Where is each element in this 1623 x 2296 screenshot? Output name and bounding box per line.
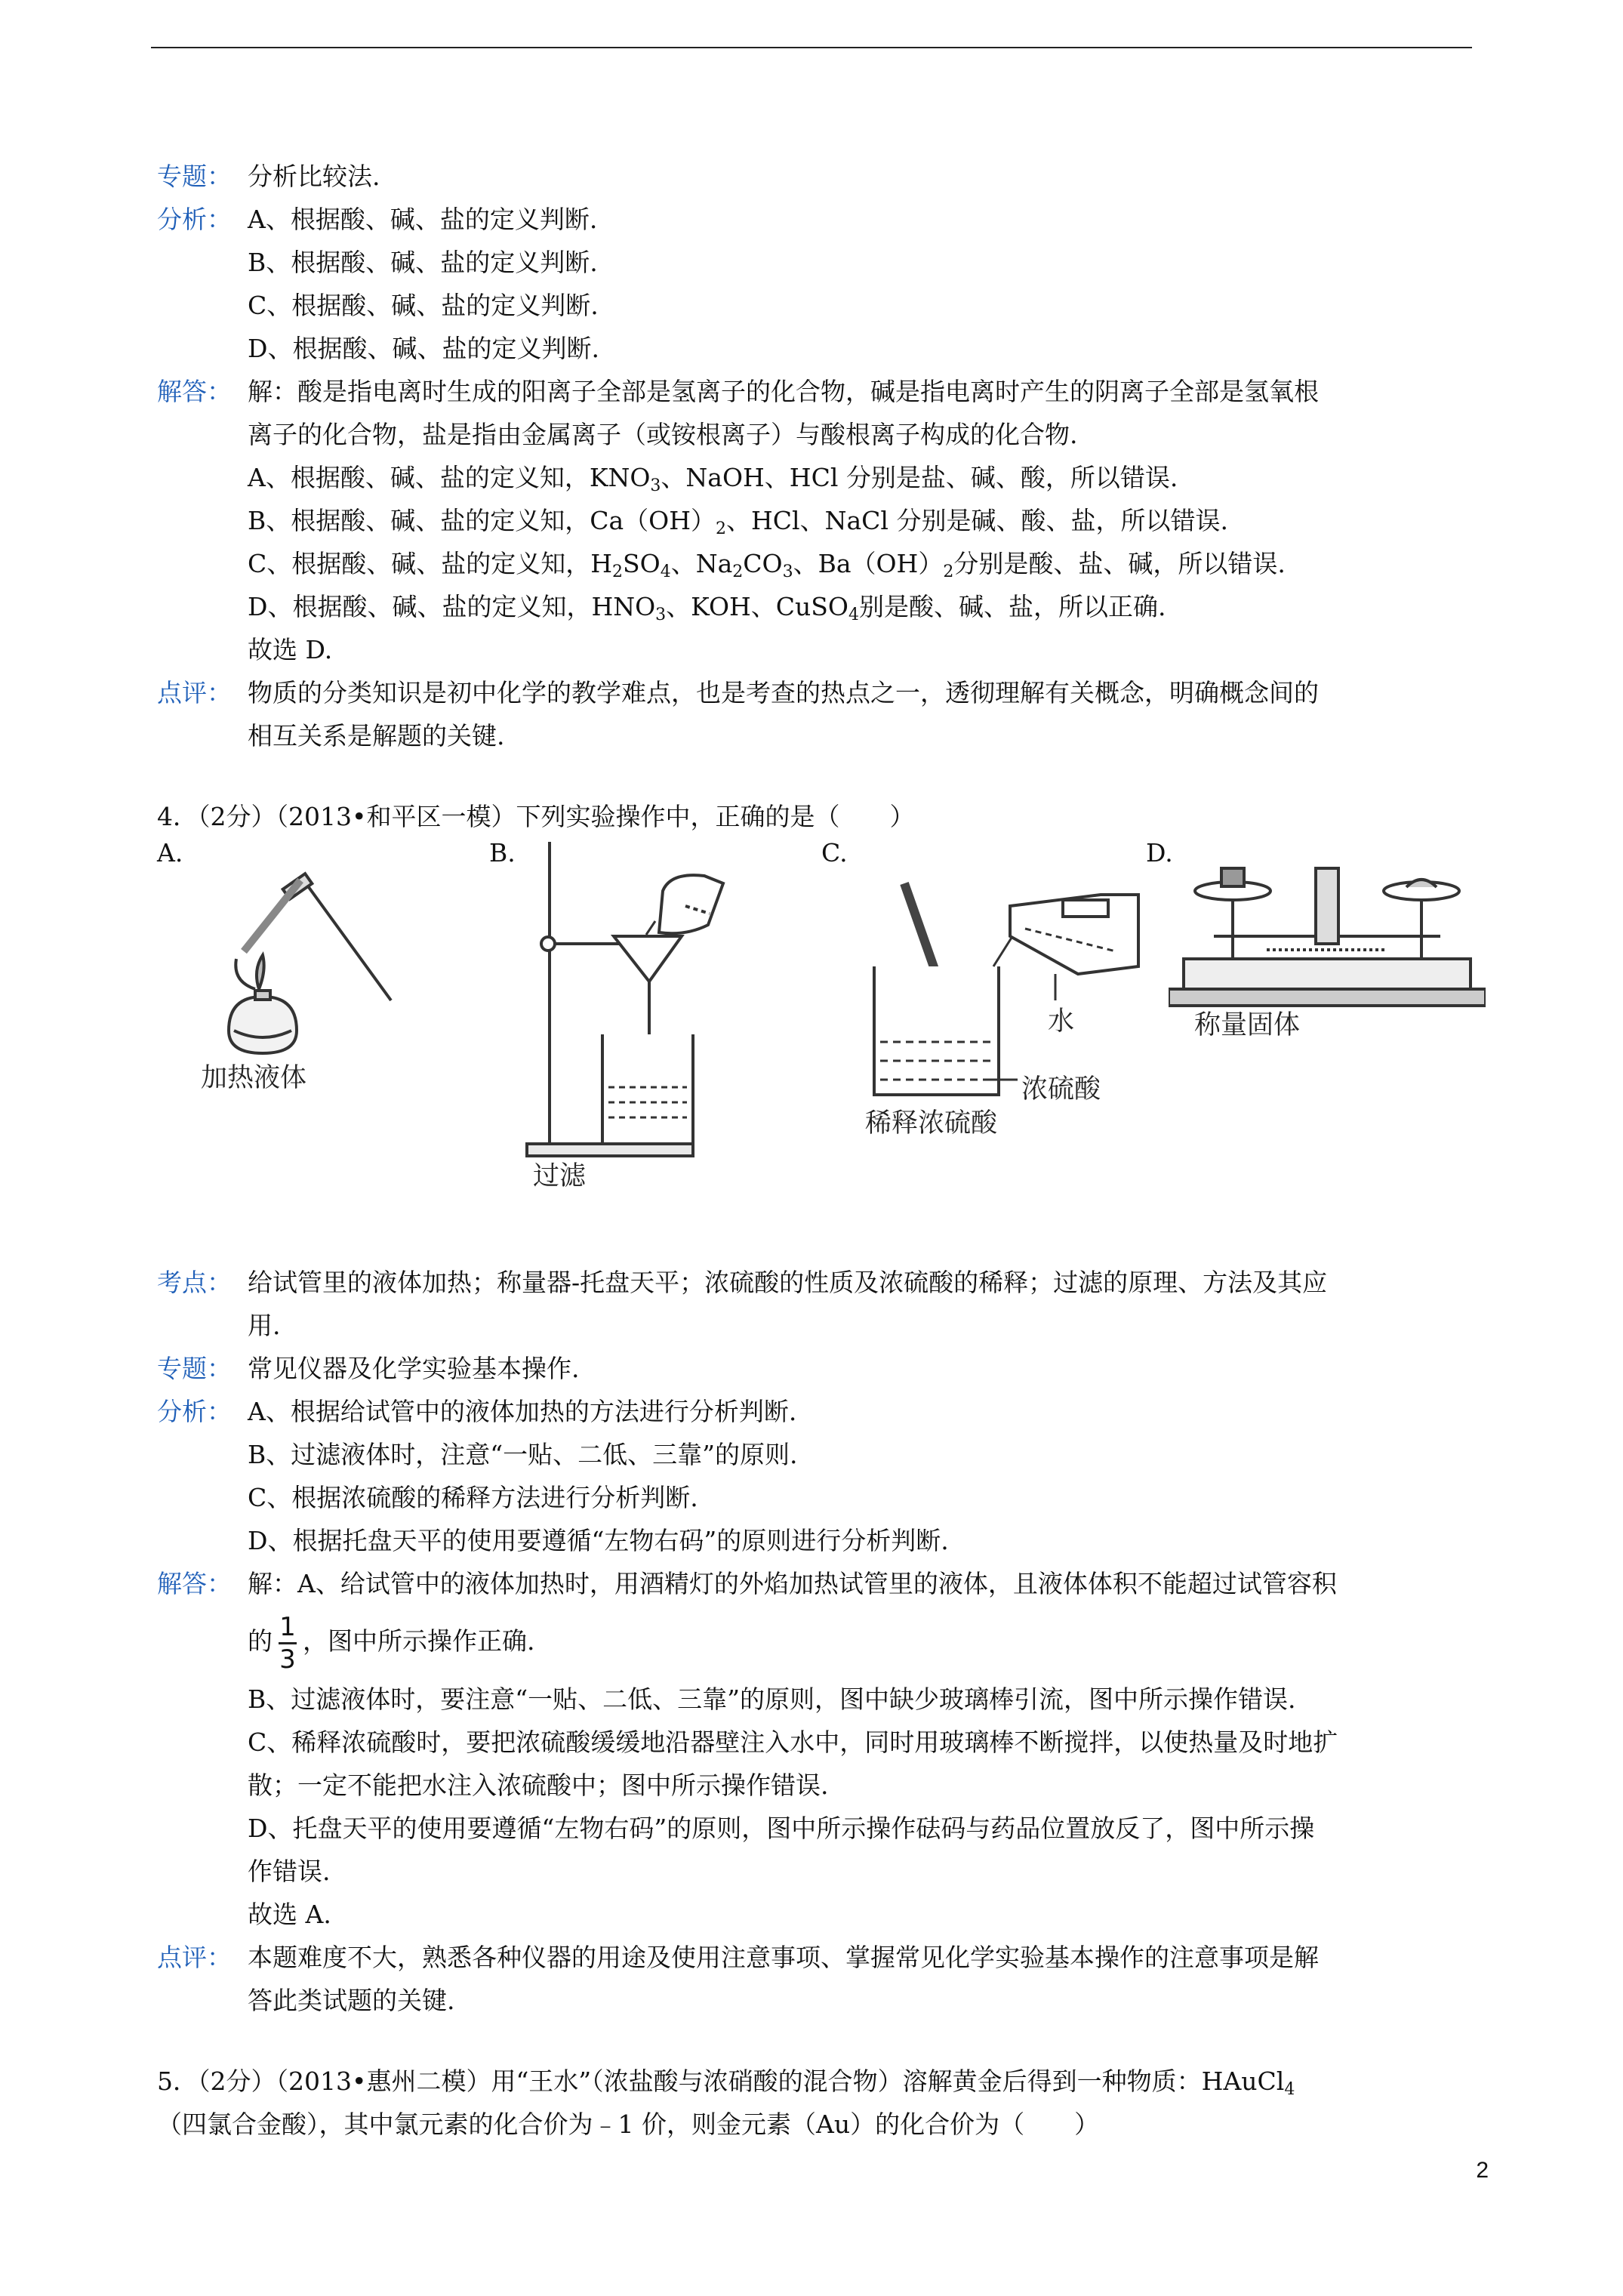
q4-jieda-row (157, 1721, 1486, 1764)
section-text: 相互关系是解题的关键. (248, 721, 505, 750)
section-label: 解答： (157, 377, 232, 406)
pouring-beaker (659, 875, 723, 933)
pour-stream (646, 921, 655, 935)
section-text: C、根据浓硫酸的稀释方法进行分析判断. (248, 1483, 698, 1512)
figure-caption: 称量固体 (1194, 1010, 1301, 1040)
q4-fenxi-row (157, 1519, 1486, 1562)
pointer-post (1316, 868, 1338, 944)
balance-base (1184, 959, 1471, 989)
section-label: 专题： (157, 162, 232, 191)
subscript: 4 (660, 562, 671, 581)
figure-caption: 稀释浓硫酸 (865, 1108, 998, 1139)
text-run: 、HCl、NaCl 分别是碱、酸、盐，所以错误. (726, 506, 1228, 535)
q4-jieda-row (157, 1807, 1486, 1850)
section-text: 常见仪器及化学实验基本操作. (248, 1354, 580, 1383)
section-label: 分析： (157, 205, 232, 234)
q4-jieda-row (157, 1893, 1486, 1936)
text-run: B、根据酸、碱、盐的定义知，Ca（OH） (248, 506, 716, 535)
text-run: D、根据酸、碱、盐的定义知，HNO (248, 592, 656, 621)
text-run: 的 (248, 1626, 273, 1656)
page-body (157, 155, 1486, 2146)
balance-plinth (1169, 989, 1486, 1006)
acid-label: 浓硫酸 (1021, 1074, 1101, 1105)
balance-diagram (1169, 846, 1486, 1027)
text-run: 、Na (670, 549, 733, 578)
q4-fenxi-row (157, 1433, 1486, 1476)
q4-dianping-row (157, 1979, 1486, 2022)
receiving-beaker (602, 1034, 693, 1144)
section-text: 解：酸是指电离时生成的阳离子全部是氢离子的化合物，碱是指电离时产生的阴离子全部是氢氧根 (248, 377, 1319, 406)
q3-zhuanti-row (157, 155, 1486, 198)
section-text: 物质的分类知识是初中化学的教学难点，也是考查的热点之一，透彻理解有关概念，明确概念间的 (248, 678, 1319, 707)
figure-caption: 过滤 (533, 1161, 587, 1191)
section-text: 分析比较法. (248, 162, 380, 191)
section-text: C、稀释浓硫酸时，要把浓硫酸缓缓地沿器壁注入水中，同时用玻璃棒不断搅拌，以使热量及时地扩 (248, 1727, 1338, 1757)
text-run: SO (623, 549, 661, 578)
section-text: 答此类试题的关键. (248, 1986, 455, 2015)
subscript: 3 (782, 562, 793, 581)
q3-fenxi-row (157, 198, 1486, 241)
section-text: 故选 A. (248, 1900, 331, 1929)
fraction-denominator: 3 (279, 1644, 296, 1675)
figure-d (1146, 838, 1478, 1246)
subscript: 2 (732, 562, 744, 581)
subscript: 3 (655, 606, 667, 624)
flame (257, 955, 264, 989)
option-letter: D. (1146, 838, 1173, 868)
text-run: 、NaOH、HCl 分别是盐、碱、酸，所以错误. (661, 463, 1178, 492)
figure-caption: 加热液体 (201, 1063, 307, 1093)
q4-fenxi-row (157, 1390, 1486, 1433)
q4-jieda-row (157, 1605, 1486, 1678)
q4-jieda-row (157, 1678, 1486, 1721)
tube-holder (300, 876, 391, 1000)
stand-base (527, 1144, 693, 1156)
weight-on-left (1221, 868, 1244, 886)
bottle-label (1063, 900, 1108, 917)
q3-jieda-row (157, 585, 1486, 628)
q4-kaodian-row (157, 1261, 1486, 1304)
subscript: 2 (612, 562, 624, 581)
option-letter: B. (489, 838, 516, 868)
spacer (157, 757, 1486, 795)
q4-fenxi-row (157, 1476, 1486, 1519)
text-run: C、根据酸、碱、盐的定义知，H (248, 549, 613, 578)
alcohol-lamp (229, 997, 297, 1053)
text-run: 5．（2分）（2013•惠州二模）用“王水”（浓盐酸与浓硝酸的混合物）溶解黄金后得到一种物质：HAuCl (157, 2066, 1285, 2096)
funnel-cone (614, 936, 682, 982)
dilution-diagram (852, 853, 1184, 1110)
q3-jieda-row (157, 542, 1486, 585)
subscript: 4 (848, 606, 859, 624)
section-text: D、根据酸、碱、盐的定义判断. (248, 334, 599, 363)
filtration-diagram (519, 838, 791, 1185)
test-tube (244, 880, 300, 951)
section-text: 作错误. (248, 1857, 331, 1886)
q4-figures (157, 838, 1486, 1261)
section-text: B、根据酸、碱、盐的定义判断. (248, 248, 598, 277)
q3-fenxi-row (157, 241, 1486, 284)
option-letter: C. (821, 838, 848, 868)
q3-jieda-row (157, 456, 1486, 499)
lamp-neck (255, 991, 270, 1000)
section-text: 解：A、给试管中的液体加热时，用酒精灯的外焰加热试管里的液体，且液体体积不能超过试管容积 (248, 1569, 1337, 1598)
q3-jieda-row (157, 413, 1486, 456)
section-text: 故选 D. (248, 635, 333, 664)
text-run: 别是酸、碱、盐，所以正确. (858, 592, 1166, 621)
fraction-one-third (279, 1613, 297, 1673)
section-label: 解答： (157, 1569, 232, 1598)
section-text: 散；一定不能把水注入浓硫酸中；图中所示操作错误. (248, 1771, 829, 1800)
section-text (248, 1605, 535, 1678)
q4-jieda-row (157, 1850, 1486, 1893)
q3-dianping-row (157, 714, 1486, 757)
beaker (874, 966, 999, 1095)
text-run: 、Ba（OH） (793, 549, 944, 578)
section-text: A、根据给试管中的液体加热的方法进行分析判断. (248, 1397, 797, 1426)
section-text: B、过滤液体时，注意“一贴、二低、三靠”的原则. (248, 1440, 798, 1469)
fraction-numerator: 1 (279, 1611, 296, 1642)
spacer (157, 2022, 1486, 2060)
q3-jieda-row (157, 499, 1486, 542)
page-number: 2 (1476, 2158, 1489, 2183)
q3-dianping-row (157, 671, 1486, 714)
question-stem: （四氯合金酸），其中氯元素的化合价为﹣1 价，则金元素（Au）的化合价为（ ） (157, 2110, 1100, 2139)
figure-a (157, 838, 459, 1246)
section-text: C、根据酸、碱、盐的定义判断. (248, 291, 599, 320)
section-text: 用. (248, 1311, 281, 1340)
option-letter: A. (157, 838, 183, 868)
q4-stem (157, 795, 1486, 838)
section-label: 分析： (157, 1397, 232, 1426)
q4-kaodian-row (157, 1304, 1486, 1347)
section-text: D、根据托盘天平的使用要遵循“左物右码”的原则进行分析判断. (248, 1526, 949, 1555)
section-text: 本题难度不大，熟悉各种仪器的用途及使用注意事项、掌握常见化学实验基本操作的注意事项是解 (248, 1943, 1319, 1972)
q4-jieda-row (157, 1764, 1486, 1807)
clamp-knob (541, 937, 555, 951)
subscript: 2 (716, 519, 727, 538)
subscript: 3 (650, 476, 661, 495)
text-run: 、KOH、CuSO (666, 592, 848, 621)
q4-zhuanti-row (157, 1347, 1486, 1390)
water-label: 水 (1048, 1006, 1075, 1037)
section-text: D、托盘天平的使用要遵循“左物右码”的原则，图中所示操作砝码与药品位置放反了，图中所示操 (248, 1814, 1315, 1843)
pour-stream (993, 938, 1012, 966)
q3-jieda-row (157, 370, 1486, 413)
q4-jieda-row (157, 1562, 1486, 1605)
text-run: A、根据酸、碱、盐的定义知，KNO (248, 463, 651, 492)
q4-dianping-row (157, 1936, 1486, 1979)
subscript: 2 (943, 562, 954, 581)
header-rule (151, 47, 1472, 48)
section-text: 给试管里的液体加热；称量器-托盘天平；浓硫酸的性质及浓硫酸的稀释；过滤的原理、方法及其应 (248, 1268, 1328, 1297)
subscript: 4 (1284, 2080, 1295, 2099)
section-text: A、根据酸、碱、盐的定义判断. (248, 205, 598, 234)
section-label: 点评： (157, 1943, 232, 1972)
section-text: 离子的化合物，盐是指由金属离子（或铵根离子）与酸根离子构成的化合物. (248, 420, 1078, 449)
text-run: CO (743, 549, 783, 578)
q3-fenxi-row (157, 327, 1486, 370)
q5-stem-line2 (157, 2103, 1486, 2146)
section-label: 点评： (157, 678, 232, 707)
figure-c (821, 838, 1153, 1246)
text-run: 分别是酸、盐、碱，所以错误. (953, 549, 1286, 578)
section-label: 专题： (157, 1354, 232, 1383)
text-run: ，图中所示操作正确. (303, 1626, 535, 1656)
section-label: 考点： (157, 1268, 232, 1297)
q5-stem-line1 (157, 2060, 1486, 2103)
q3-fenxi-row (157, 284, 1486, 327)
section-text: B、过滤液体时，要注意“一贴、二低、三靠”的原则，图中缺少玻璃棒引流，图中所示操作错误. (248, 1684, 1296, 1714)
question-stem: 4．（2分）（2013•和平区一模）下列实验操作中，正确的是（ ） (157, 802, 915, 831)
tube-bottom (236, 959, 255, 989)
q3-jieda-row (157, 628, 1486, 671)
figure-b (489, 838, 806, 1246)
